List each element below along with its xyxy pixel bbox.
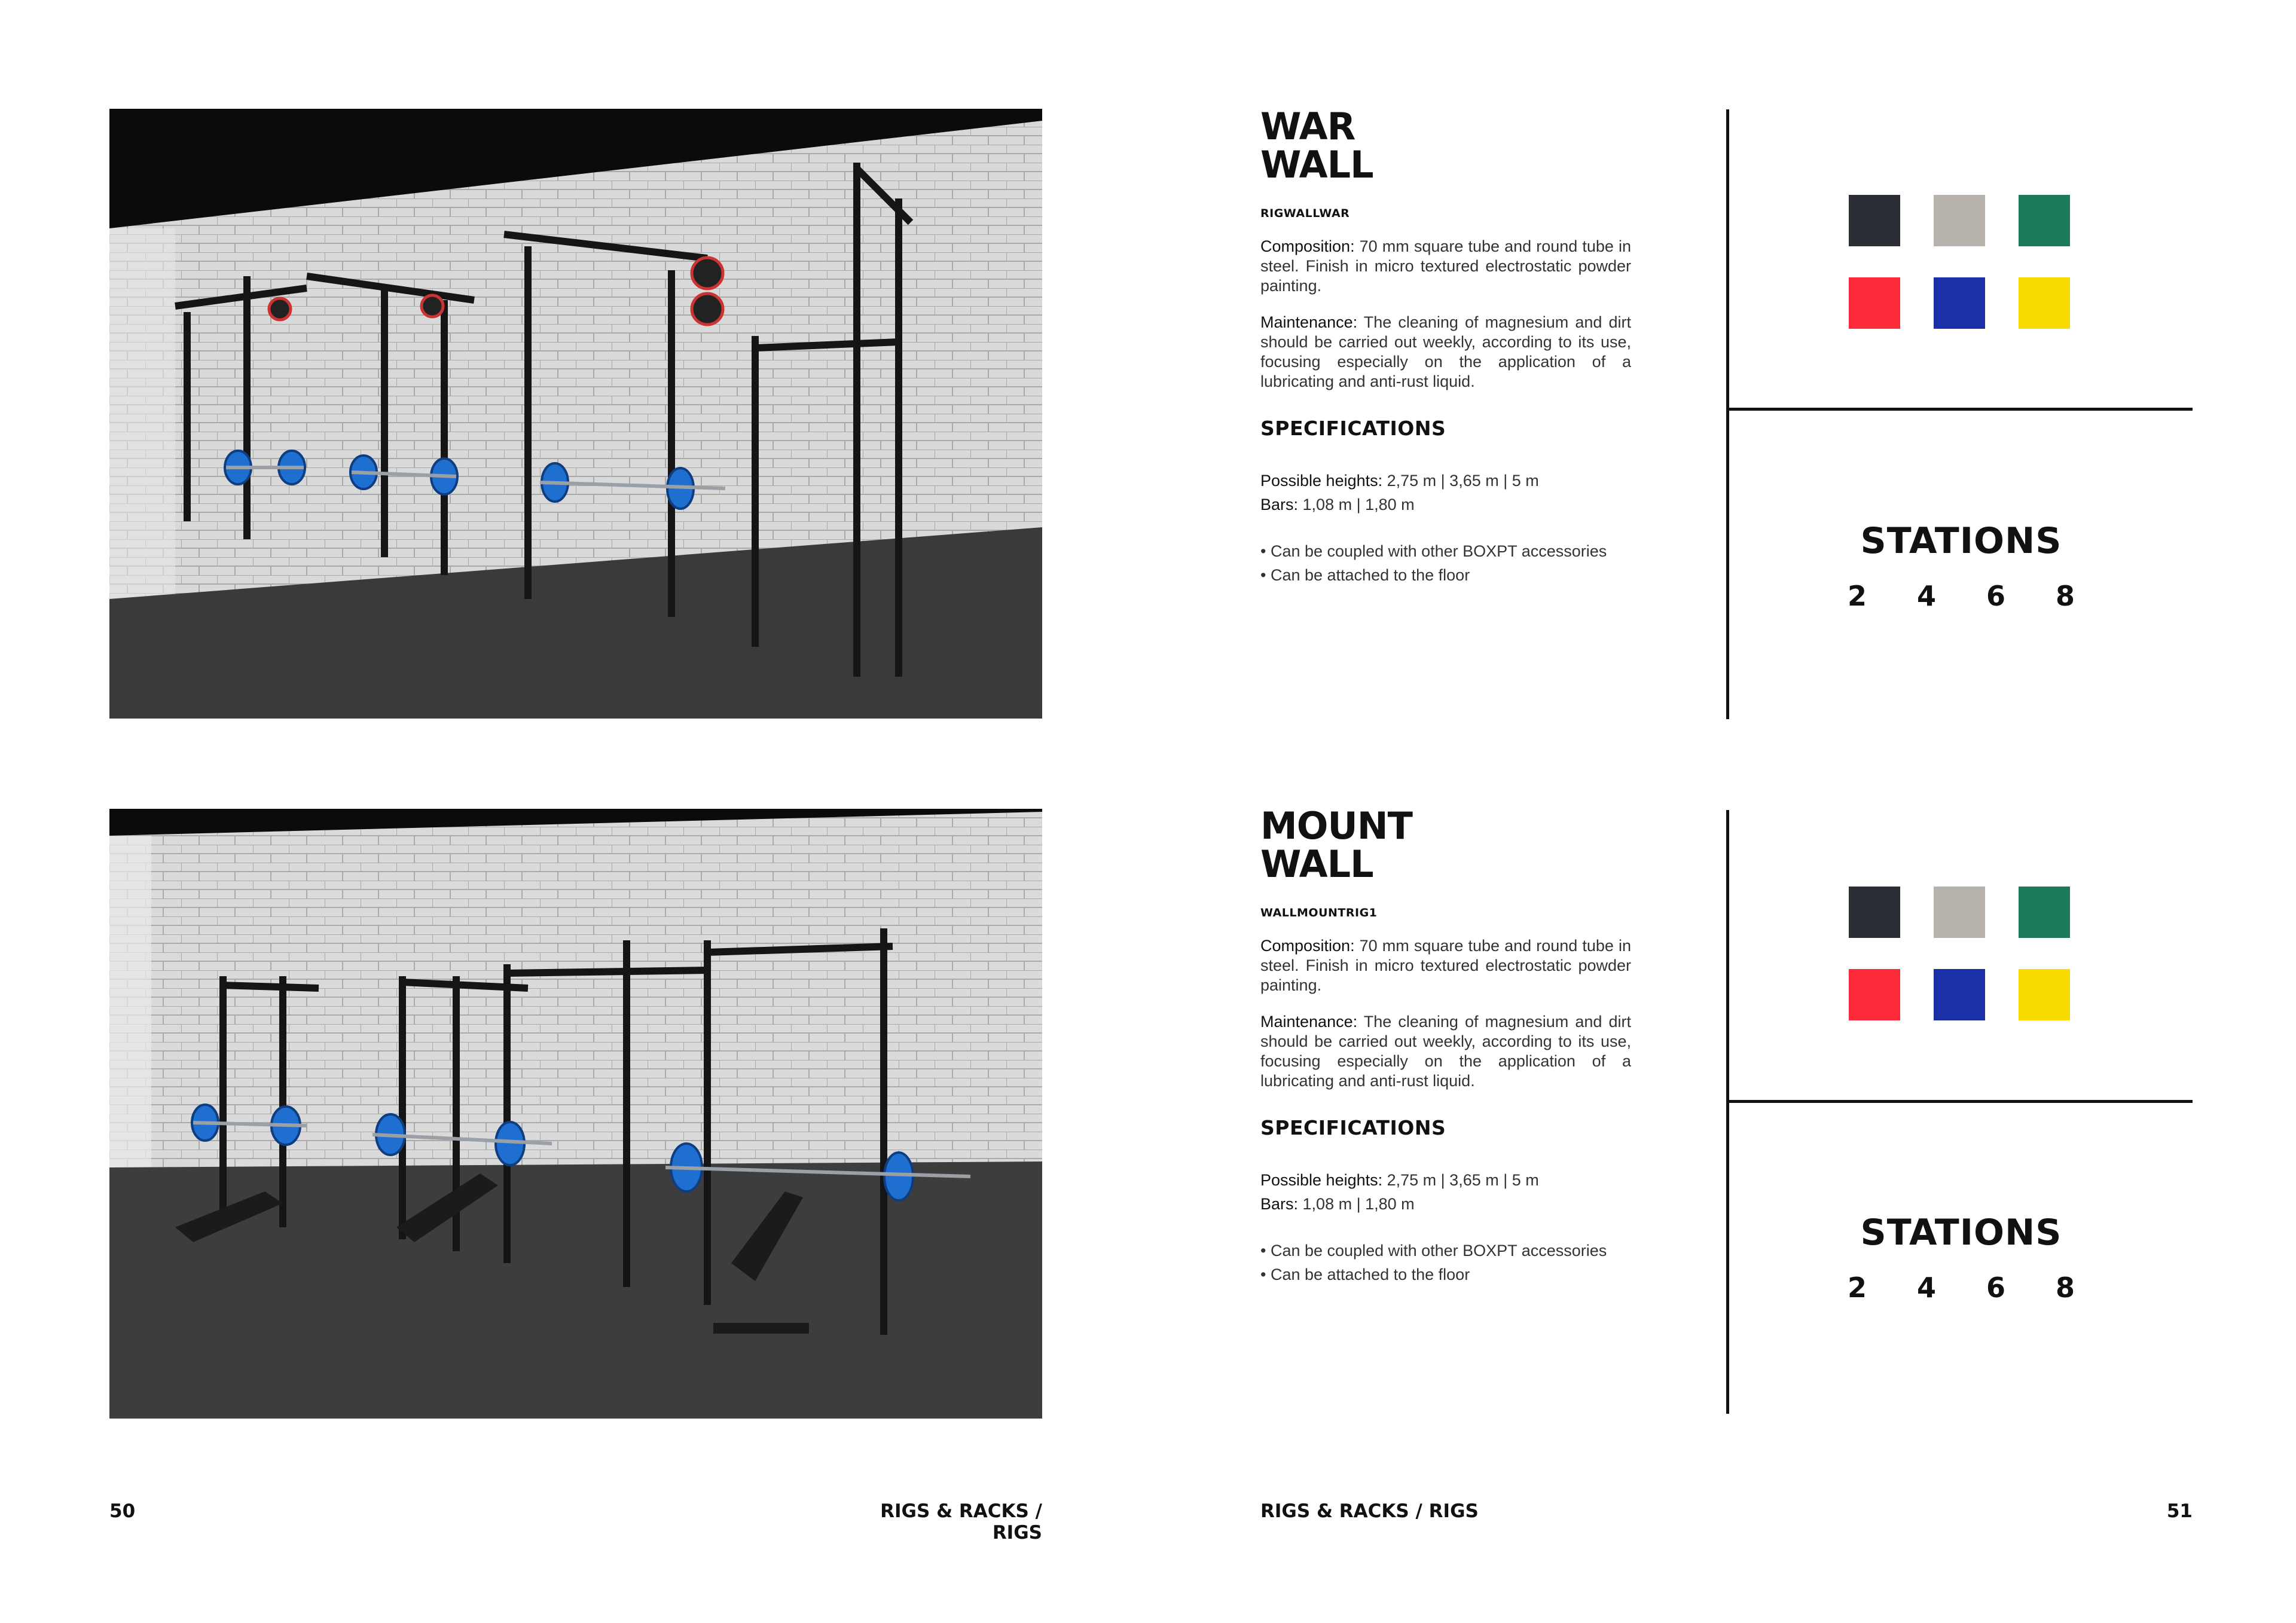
color-swatch (1934, 277, 1985, 329)
stations-options (1848, 580, 2075, 612)
station-count: 8 (2055, 580, 2075, 612)
color-swatch (2019, 887, 2070, 938)
product-title: MOUNT WALL (1260, 804, 1412, 886)
specifications-heading: SPECIFICATIONS (1260, 417, 1446, 440)
product-code: WALLMOUNTRIG1 (1260, 906, 1378, 919)
station-count: 4 (1916, 580, 1936, 612)
bullet-item: • Can be attached to the floor (1260, 1266, 1470, 1283)
color-swatch (1849, 887, 1900, 938)
composition-text: 70 mm square tube and round tube in steel. Finish in micro textured electrostatic powder painting. (1260, 937, 1631, 994)
station-count: 2 (1848, 1271, 1867, 1304)
color-swatch (2019, 277, 2070, 329)
maintenance-paragraph (1260, 313, 1631, 392)
station-count: 4 (1916, 1271, 1936, 1304)
feature-bullets (1260, 539, 1631, 587)
color-swatch (2019, 195, 2070, 246)
stations-options (1848, 1271, 2075, 1304)
feature-bullets (1260, 1239, 1631, 1286)
color-swatch (1934, 969, 1985, 1020)
station-count: 2 (1848, 580, 1867, 612)
bars-line: Bars: 1,08 m | 1,80 m (1260, 1195, 1415, 1213)
station-count: 6 (1986, 1271, 2005, 1304)
product-war-wall (1260, 105, 1631, 587)
stations-heading: STATIONS (1860, 1212, 2062, 1254)
page-number-right: 51 (2166, 1500, 2193, 1522)
maintenance-paragraph (1260, 1012, 1631, 1091)
color-swatch (1934, 887, 1985, 938)
bullet-item: • Can be coupled with other BOXPT accessories (1260, 1242, 1607, 1260)
mount-wall-photo (109, 809, 1042, 1419)
composition-text: 70 mm square tube and round tube in steel. Finish in micro textured electrostatic powder painting. (1260, 237, 1631, 295)
vertical-divider (1726, 810, 1729, 1414)
section-label-left: RIGS & RACKS / RIGS (880, 1500, 1042, 1543)
heights-line: Possible heights: 2,75 m | 3,65 m | 5 m (1260, 1171, 1539, 1189)
color-swatches (1849, 887, 2070, 1020)
color-swatch (1849, 195, 1900, 246)
station-count: 6 (1986, 580, 2005, 612)
bars-line: Bars: 1,08 m | 1,80 m (1260, 496, 1415, 514)
maintenance-label: Maintenance: (1260, 1013, 1358, 1031)
specifications-list (1260, 1168, 1631, 1216)
product-mount-wall (1260, 804, 1631, 1286)
page-number-left: 50 (109, 1500, 136, 1522)
specifications-heading: SPECIFICATIONS (1260, 1116, 1446, 1139)
stations-heading: STATIONS (1860, 520, 2062, 562)
composition-paragraph (1260, 936, 1631, 995)
composition-label: Composition: (1260, 937, 1355, 955)
horizontal-divider (1726, 408, 2193, 411)
color-swatch (1849, 277, 1900, 329)
color-swatch (1849, 969, 1900, 1020)
composition-paragraph (1260, 237, 1631, 296)
station-count: 8 (2055, 1271, 2075, 1304)
specifications-list (1260, 469, 1631, 516)
color-swatches (1849, 195, 2070, 329)
maintenance-label: Maintenance: (1260, 313, 1358, 331)
bullet-item: • Can be attached to the floor (1260, 566, 1470, 584)
composition-label: Composition: (1260, 237, 1355, 255)
product-title: WAR WALL (1260, 105, 1373, 187)
heights-line: Possible heights: 2,75 m | 3,65 m | 5 m (1260, 472, 1539, 490)
maintenance-text: The cleaning of magnesium and dirt should be carried out weekly, according to its use, focusing especially on the application of a lubricating and anti-rust liquid. (1260, 1013, 1631, 1090)
war-wall-photo (109, 109, 1042, 719)
color-swatch (2019, 969, 2070, 1020)
maintenance-text: The cleaning of magnesium and dirt should be carried out weekly, according to its use, focusing especially on the application of a lubricating and anti-rust liquid. (1260, 313, 1631, 390)
war-wall-render (109, 109, 1042, 719)
color-swatch (1934, 195, 1985, 246)
section-label-right: RIGS & RACKS / RIGS (1260, 1500, 1479, 1522)
horizontal-divider (1726, 1100, 2193, 1103)
vertical-divider (1726, 109, 1729, 719)
product-code: RIGWALLWAR (1260, 207, 1350, 220)
mount-wall-render (109, 809, 1042, 1419)
bullet-item: • Can be coupled with other BOXPT accessories (1260, 542, 1607, 560)
